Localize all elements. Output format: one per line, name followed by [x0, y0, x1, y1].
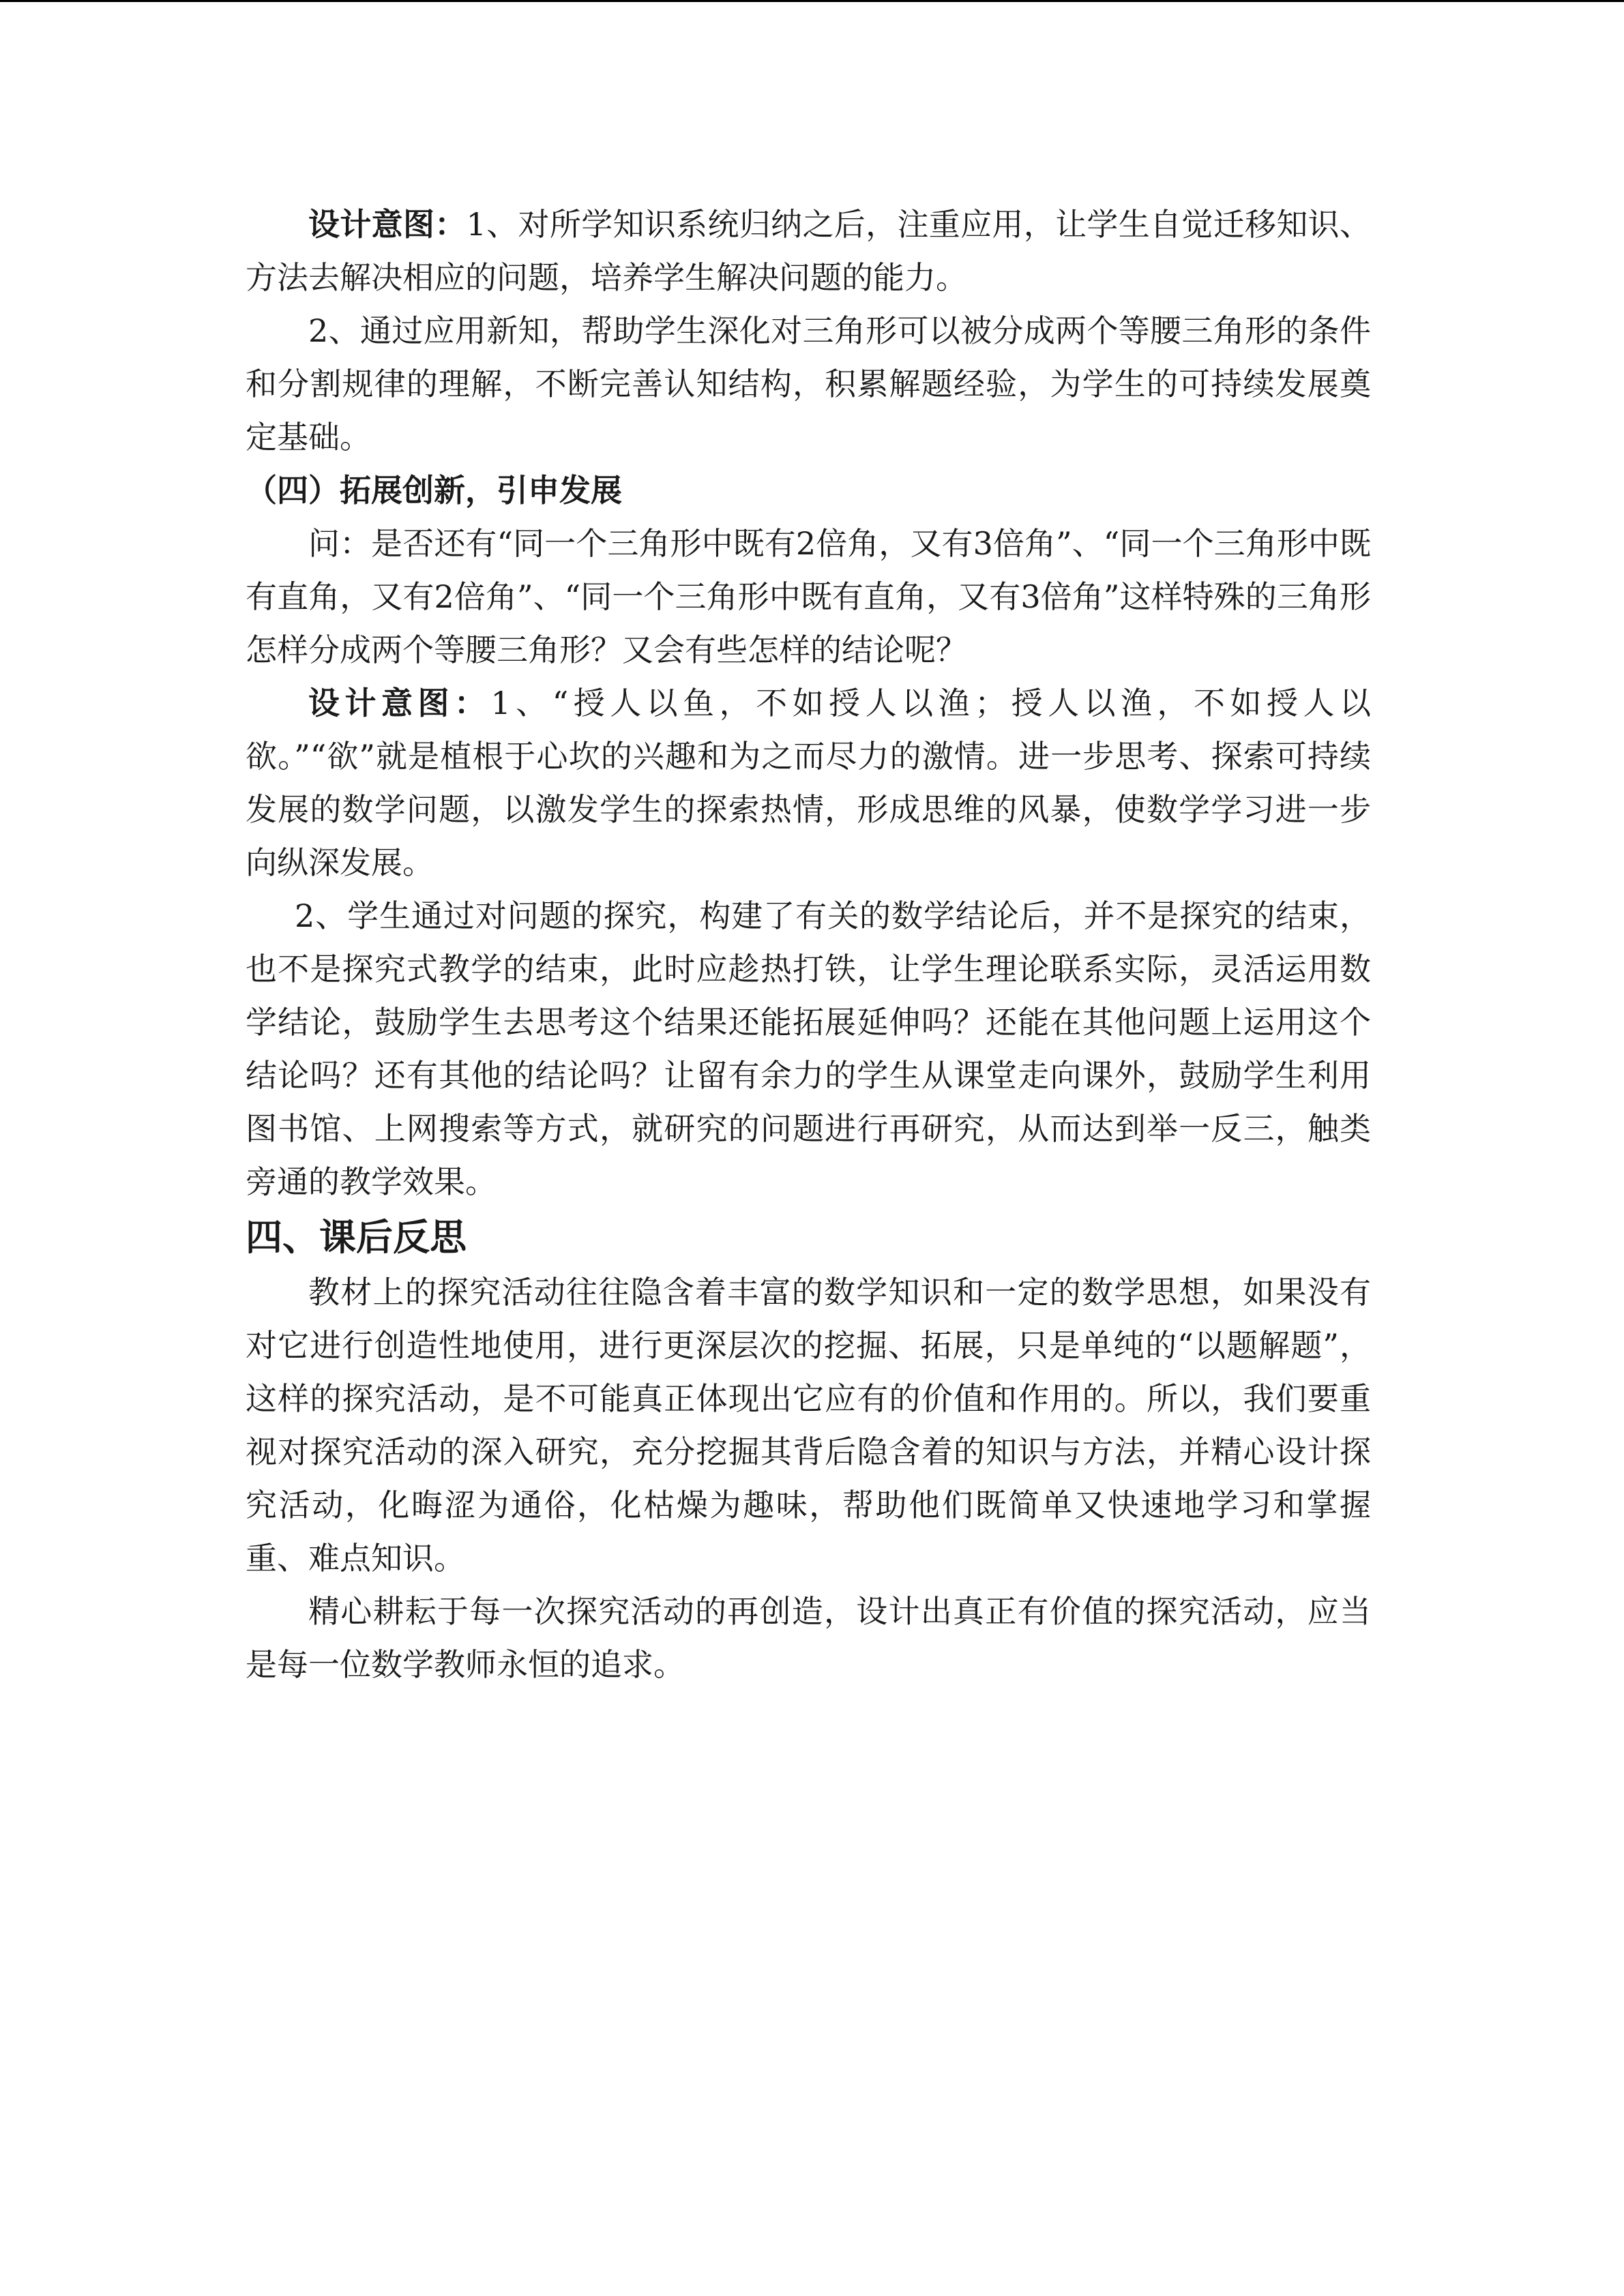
reflection-paragraph-2: 精心耕耘于每一次探究活动的再创造，设计出真正有价值的探究活动，应当是每一位数学教师永恒的追求。 — [246, 1593, 1371, 1683]
chapter-four-heading: 四、课后反思 — [246, 1215, 467, 1259]
design-intent-label-2: 设计意图： — [308, 685, 491, 721]
design-intent-paragraph-4: 2、学生通过对问题的探究，构建了有关的数学结论后，并不是探究的结束，也不是探究式教学的结束，此时应趁热打铁，让学生理论联系实际，灵活运用数学结论，鼓励学生去思考这个结果还能拓展延伸吗？还能在其他问题上运用这个结论吗？还有其他的结论吗？让留有余力的学生从课堂走向课外，鼓励学生利用图书馆、上网搜索等方式，就研究的问题进行再研究，从而达到举一反三，触类旁通的教学效果。 — [246, 897, 1371, 1200]
section-four-heading: （四）拓展创新，引申发展 — [246, 472, 622, 509]
reflection-paragraph-1: 教材上的探究活动往往隐含着丰富的数学知识和一定的数学思想，如果没有对它进行创造性地使用，进行更深层次的挖掘、拓展，只是单纯的“以题解题”，这样的探究活动，是不可能真正体现出它应有的价值和作用的。所以，我们要重视对探究活动的深入研究，充分挖掘其背后隐含着的知识与方法，并精心设计探究活动，化晦涩为通俗，化枯燥为趣味，帮助他们既简单又快速地学习和掌握重、难点知识。 — [246, 1274, 1371, 1577]
top-border-line — [0, 0, 1624, 2]
design-intent-label: 设计意图： — [308, 206, 467, 243]
design-intent-paragraph-3 — [246, 676, 1371, 889]
question-paragraph: 问：是否还有“同一个三角形中既有2倍角，又有3倍角”、“同一个三角形中既有直角，又有2倍角”、“同一个三角形中既有直角，又有3倍角”这样特殊的三角形怎样分成两个等腰三角形？又会有些怎样的结论呢？ — [246, 525, 1371, 668]
design-intent-paragraph-1 — [246, 198, 1371, 304]
design-intent-text: 1、对所学知识系统归纳之后，注重应用，让学生自觉迁移知识、方法去解决相应的问题，培养学生解决问题的能力。 — [246, 206, 1371, 296]
design-intent-paragraph-2: 2、通过应用新知，帮助学生深化对三角形可以被分成两个等腰三角形的条件和分割规律的理解，不断完善认知结构，积累解题经验，为学生的可持续发展奠定基础。 — [246, 312, 1371, 456]
document-page — [246, 198, 1371, 1691]
design-intent-text-2: 1、“授人以鱼，不如授人以渔；授人以渔，不如授人以欲。”“欲”就是植根于心坎的兴趣和为之而尽力的激情。进一步思考、探索可持续发展的数学问题，以激发学生的探索热情，形成思维的风暴，使数学学习进一步向纵深发展。 — [246, 685, 1371, 881]
